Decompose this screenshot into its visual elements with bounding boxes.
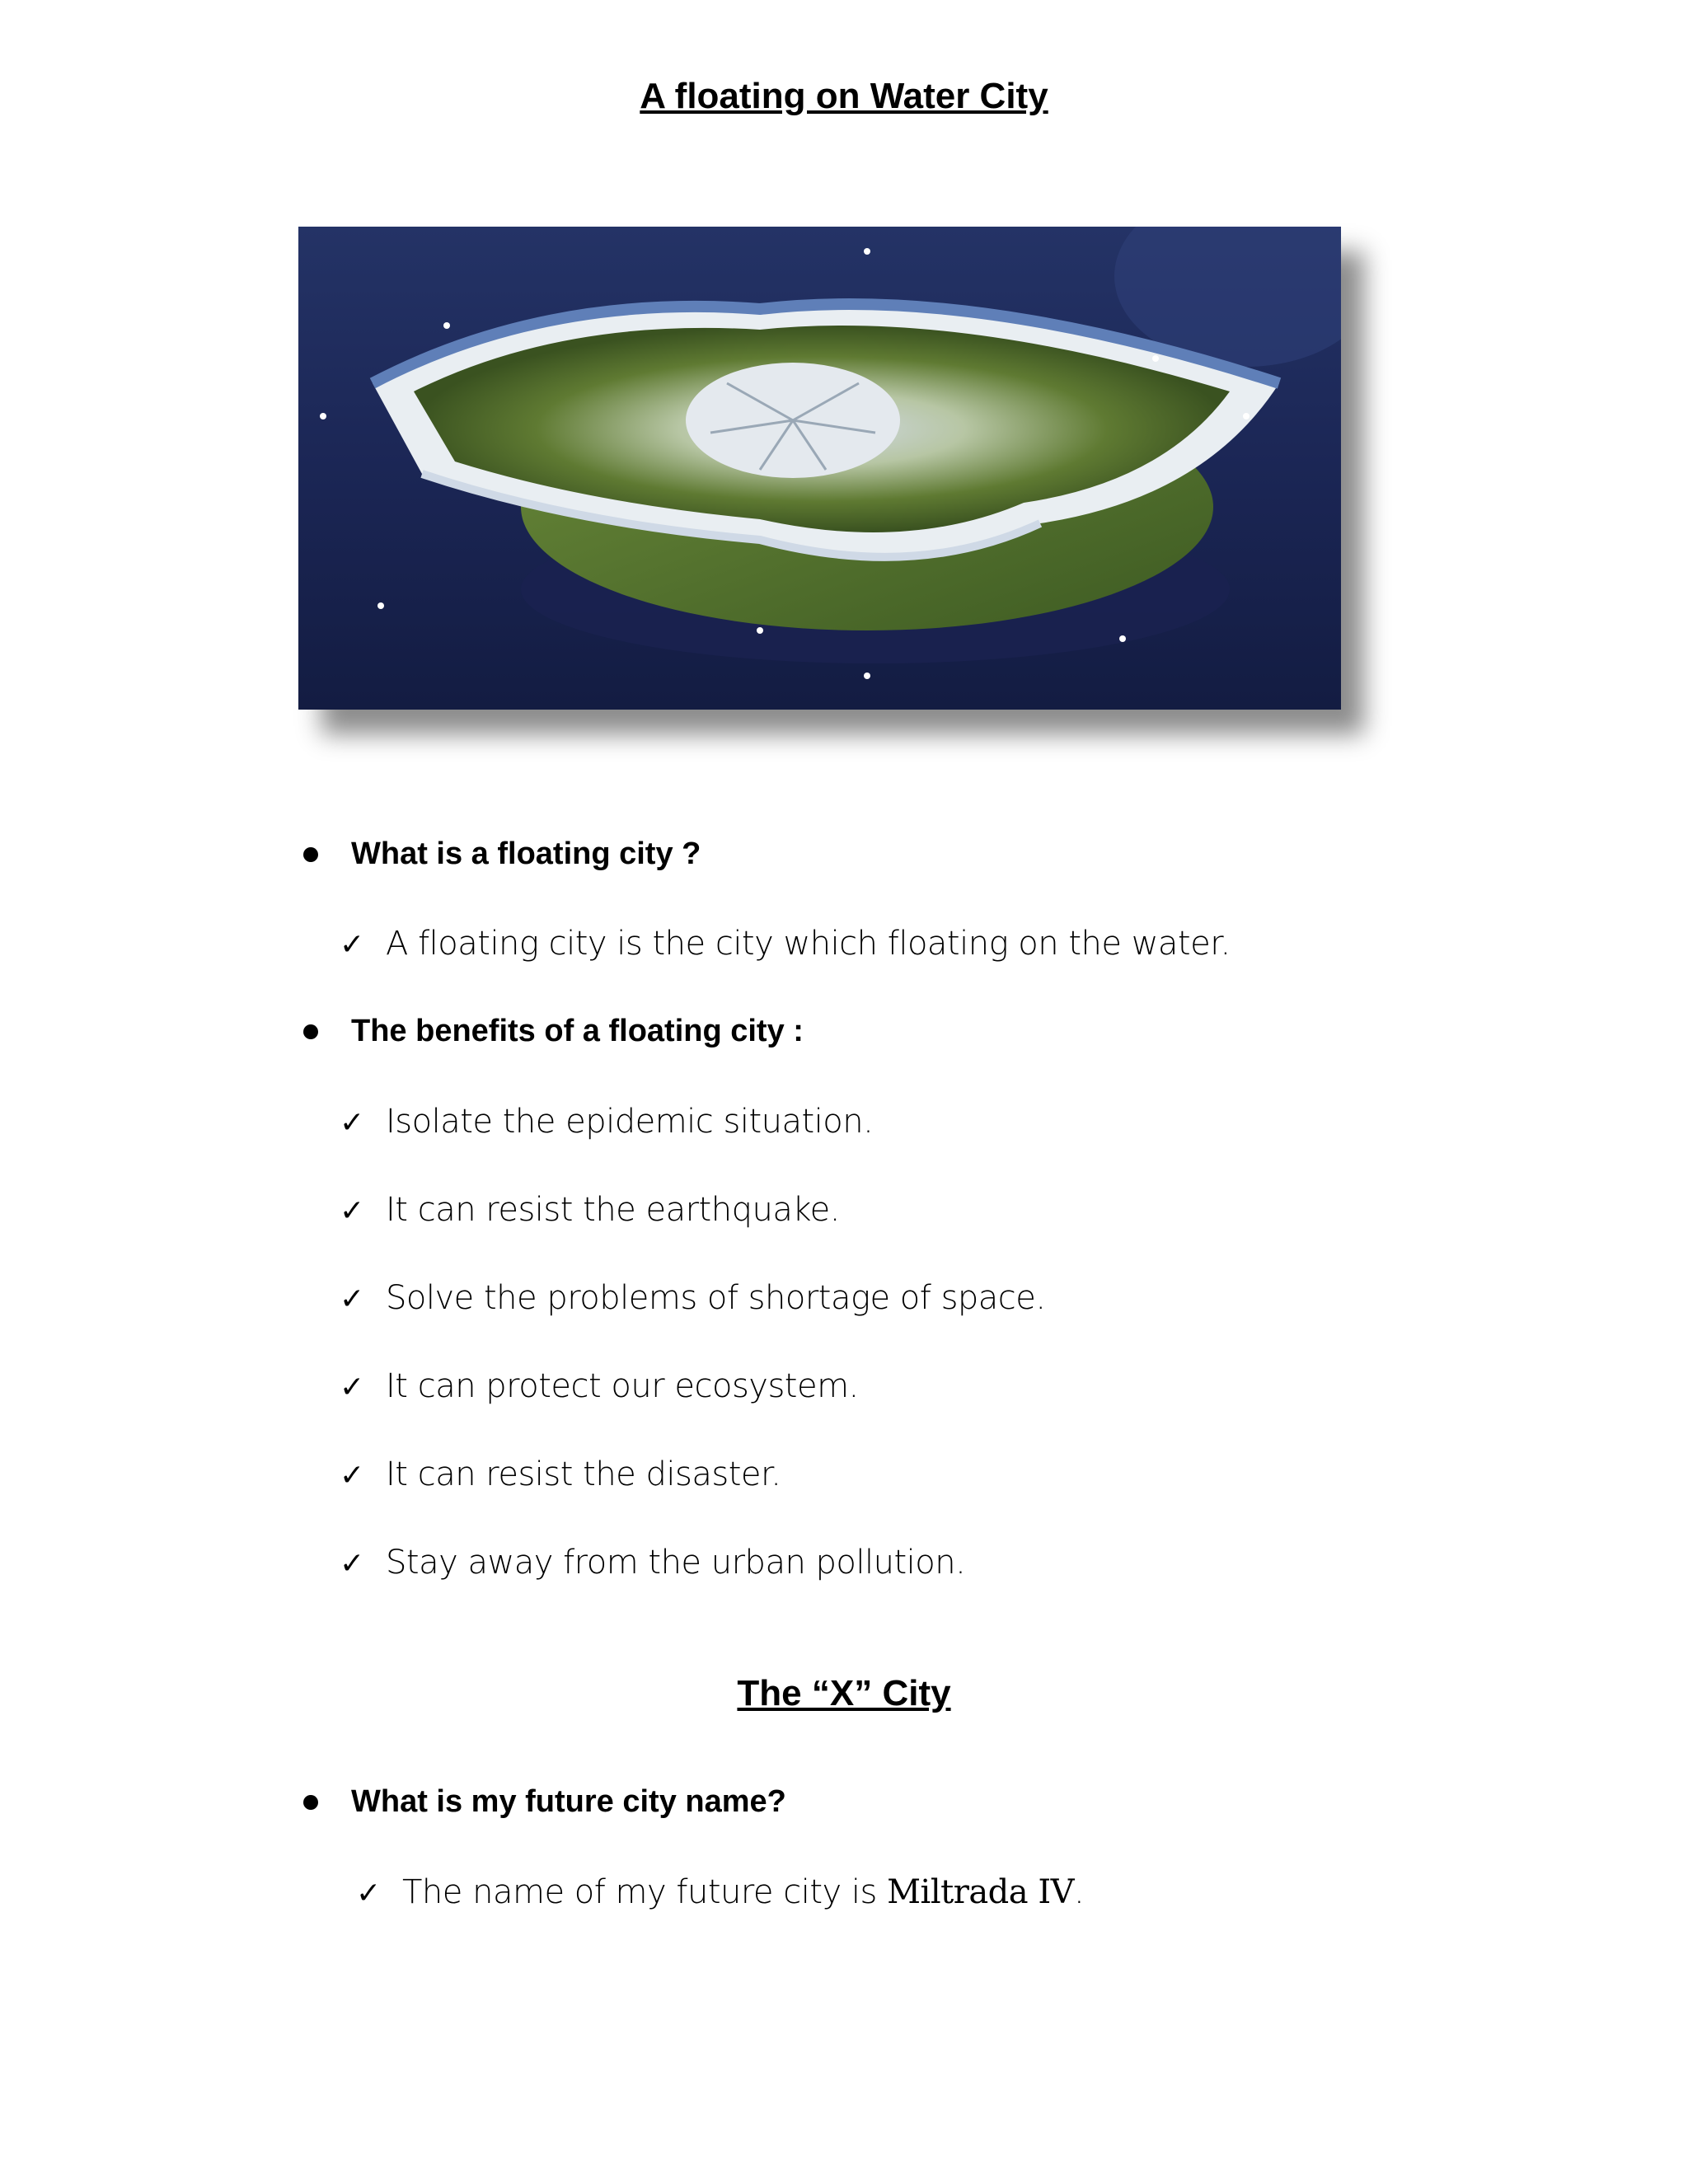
checkmark-icon: ✓ [340,1547,364,1581]
list-item [340,925,1231,963]
bullet-dot-icon [303,1795,318,1810]
checkmark-icon: ✓ [340,928,364,962]
list-item [340,1191,840,1229]
checkmark-icon: ✓ [356,1877,381,1910]
list-item [340,1367,859,1405]
checkmark-icon: ✓ [340,1371,364,1404]
list-item [340,1103,873,1141]
answer-suffix: . [1074,1873,1085,1911]
checkmark-icon: ✓ [340,1194,364,1228]
answer-prefix: The name of my future city is [402,1873,888,1911]
checkmark-icon: ✓ [340,1459,364,1493]
question-what-is-floating-city [303,837,701,872]
benefit-text: It can protect our ecosystem. [386,1367,859,1405]
benefit-text: Solve the problems of shortage of space. [386,1279,1046,1317]
benefit-text: It can resist the earthquake. [386,1191,840,1229]
section-title: The “X” City [737,1673,951,1713]
checkmark-icon: ✓ [340,1106,364,1140]
page-title: A floating on Water City [640,76,1048,116]
question-text: What is a floating city ? [351,837,701,871]
benefit-text: Stay away from the urban pollution. [386,1544,966,1582]
list-item [356,1873,1084,1911]
benefit-text: Isolate the epidemic situation. [386,1103,874,1141]
question-text: What is my future city name? [351,1784,786,1819]
bullet-dot-icon [303,1024,318,1039]
answer-text [402,1873,1084,1911]
city-name: Miltrada IV [887,1873,1075,1911]
floating-city-photo [298,227,1341,710]
bullet-dot-icon [303,847,318,862]
checkmark-icon: ✓ [340,1282,364,1316]
benefit-text: It can resist the disaster. [386,1455,781,1493]
question-text: The benefits of a floating city : [351,1014,804,1048]
question-future-city-name [303,1784,786,1820]
list-item [340,1544,965,1582]
list-item [340,1279,1046,1317]
question-benefits [303,1014,804,1049]
list-item [340,1455,781,1493]
answer-text: A floating city is the city which floating on the water. [386,925,1231,963]
